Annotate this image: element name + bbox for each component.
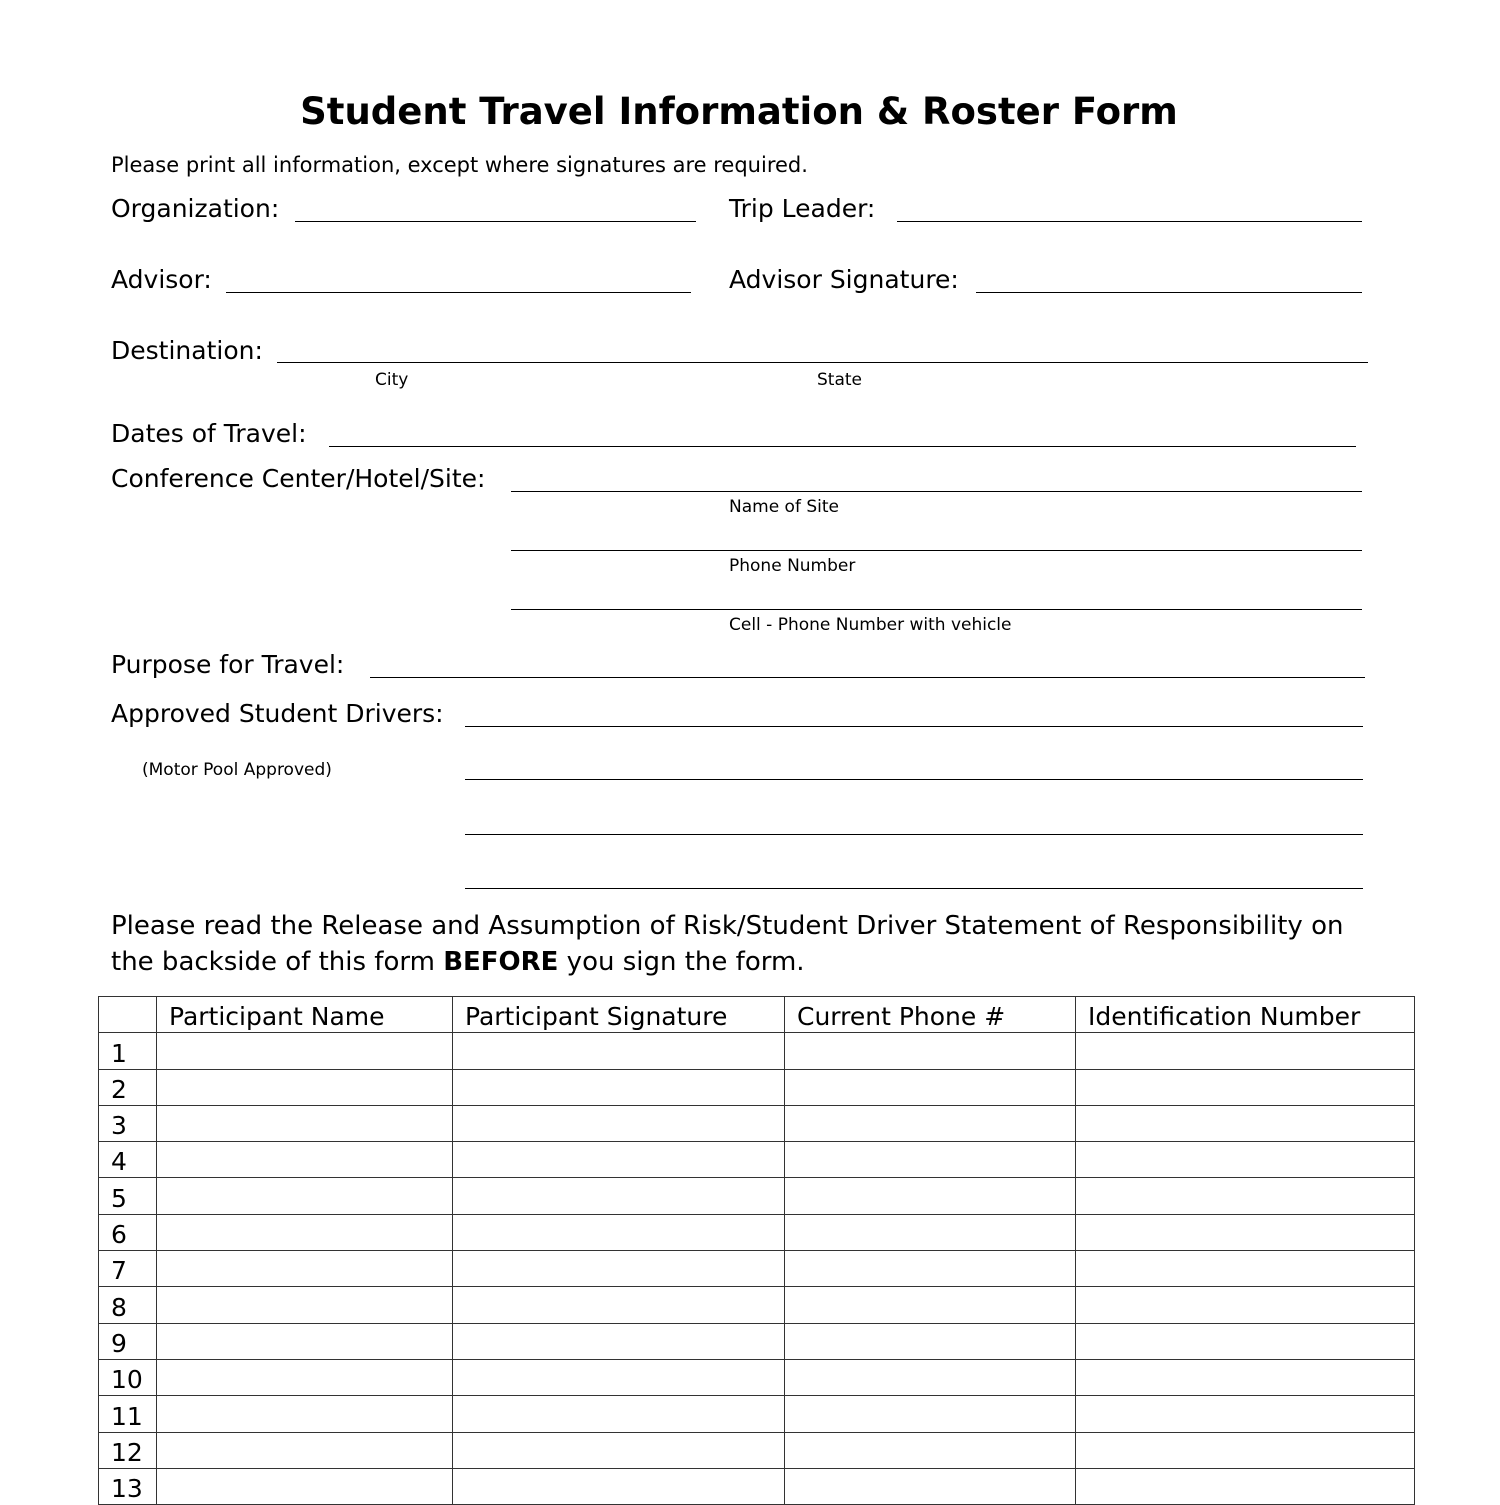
participant-signature-cell[interactable]: [453, 1323, 785, 1359]
row-number: 12: [99, 1432, 157, 1468]
city-caption: City: [375, 370, 409, 390]
row-number: 3: [99, 1105, 157, 1141]
form-title: Student Travel Information & Roster Form: [300, 90, 1178, 133]
advisor-field[interactable]: [226, 292, 691, 293]
id-number-cell[interactable]: [1076, 1069, 1415, 1105]
participant-signature-cell[interactable]: [453, 1178, 785, 1214]
row-number: 13: [99, 1468, 157, 1504]
table-row: [99, 1251, 1415, 1287]
organization-field[interactable]: [295, 221, 696, 222]
trip-leader-field[interactable]: [897, 221, 1362, 222]
notice-text: Please read the Release and Assumption of Risk/Student Driver Statement of Responsibility on the backside of this form: [111, 911, 1344, 977]
phone-cell[interactable]: [785, 1432, 1076, 1468]
id-number-cell[interactable]: [1076, 1359, 1415, 1395]
participant-name-cell[interactable]: [157, 1432, 453, 1468]
phone-cell[interactable]: [785, 1396, 1076, 1432]
participant-name-cell[interactable]: [157, 1142, 453, 1178]
table-row: [99, 1033, 1415, 1069]
table-row: [99, 1069, 1415, 1105]
participant-signature-cell[interactable]: [453, 1142, 785, 1178]
phone-cell[interactable]: [785, 1178, 1076, 1214]
participant-signature-cell[interactable]: [453, 1214, 785, 1250]
phone-cell[interactable]: [785, 1214, 1076, 1250]
participant-signature-cell[interactable]: [453, 1359, 785, 1395]
phone-cell[interactable]: [785, 1287, 1076, 1323]
participant-signature-cell[interactable]: [453, 1105, 785, 1141]
row-number: 4: [99, 1142, 157, 1178]
phone-cell[interactable]: [785, 1323, 1076, 1359]
site-name-caption: Name of Site: [729, 497, 839, 517]
dates-label: Dates of Travel:: [111, 419, 307, 448]
state-caption: State: [817, 370, 862, 390]
destination-label: Destination:: [111, 336, 263, 365]
phone-cell[interactable]: [785, 1069, 1076, 1105]
id-number-cell[interactable]: [1076, 1432, 1415, 1468]
column-header: Identification Number: [1076, 997, 1415, 1033]
advisor-label: Advisor:: [111, 265, 212, 294]
instructions: Please print all information, except where signatures are required.: [111, 153, 808, 177]
notice-text-end: you sign the form.: [558, 947, 805, 977]
participant-signature-cell[interactable]: [453, 1432, 785, 1468]
id-number-cell[interactable]: [1076, 1468, 1415, 1504]
advisor-signature-field[interactable]: [976, 292, 1362, 293]
roster-header: [99, 997, 1415, 1033]
row-number: 2: [99, 1069, 157, 1105]
purpose-label: Purpose for Travel:: [111, 650, 345, 679]
phone-cell[interactable]: [785, 1105, 1076, 1141]
participant-signature-cell[interactable]: [453, 1251, 785, 1287]
driver-field-2[interactable]: [465, 779, 1363, 780]
id-number-cell[interactable]: [1076, 1033, 1415, 1069]
table-row: [99, 1214, 1415, 1250]
id-number-cell[interactable]: [1076, 1323, 1415, 1359]
site-label: Conference Center/Hotel/Site:: [111, 464, 486, 493]
drivers-note: (Motor Pool Approved): [142, 760, 332, 780]
id-number-cell[interactable]: [1076, 1287, 1415, 1323]
participant-name-cell[interactable]: [157, 1323, 453, 1359]
participant-signature-cell[interactable]: [453, 1033, 785, 1069]
roster-table: [98, 996, 1415, 1505]
site-phone-field[interactable]: [511, 550, 1362, 551]
site-cell-field[interactable]: [511, 609, 1362, 610]
driver-field-4[interactable]: [465, 888, 1363, 889]
participant-signature-cell[interactable]: [453, 1396, 785, 1432]
row-number: 9: [99, 1323, 157, 1359]
id-number-cell[interactable]: [1076, 1142, 1415, 1178]
participant-name-cell[interactable]: [157, 1178, 453, 1214]
table-row: [99, 1468, 1415, 1504]
participant-signature-cell[interactable]: [453, 1287, 785, 1323]
table-row: [99, 1142, 1415, 1178]
phone-cell[interactable]: [785, 1142, 1076, 1178]
row-number: 10: [99, 1359, 157, 1395]
row-number: 8: [99, 1287, 157, 1323]
column-header: Participant Name: [157, 997, 453, 1033]
id-number-cell[interactable]: [1076, 1105, 1415, 1141]
site-name-field[interactable]: [511, 491, 1362, 492]
phone-cell[interactable]: [785, 1468, 1076, 1504]
table-row: [99, 1432, 1415, 1468]
site-phone-caption: Phone Number: [729, 556, 856, 576]
table-row: [99, 1323, 1415, 1359]
row-number: 6: [99, 1214, 157, 1250]
participant-name-cell[interactable]: [157, 1069, 453, 1105]
driver-field-1[interactable]: [465, 726, 1363, 727]
participant-name-cell[interactable]: [157, 1396, 453, 1432]
row-number: 1: [99, 1033, 157, 1069]
participant-signature-cell[interactable]: [453, 1069, 785, 1105]
participant-name-cell[interactable]: [157, 1214, 453, 1250]
table-row: [99, 1359, 1415, 1395]
table-row: [99, 1178, 1415, 1214]
row-number: 5: [99, 1178, 157, 1214]
dates-field[interactable]: [329, 446, 1356, 447]
notice-emphasis: BEFORE: [443, 947, 559, 977]
participant-name-cell[interactable]: [157, 1033, 453, 1069]
participant-name-cell[interactable]: [157, 1468, 453, 1504]
release-notice: [111, 908, 1371, 980]
organization-label: Organization:: [111, 194, 280, 223]
phone-cell[interactable]: [785, 1033, 1076, 1069]
table-row: [99, 1396, 1415, 1432]
phone-cell[interactable]: [785, 1251, 1076, 1287]
id-number-cell[interactable]: [1076, 1251, 1415, 1287]
driver-field-3[interactable]: [465, 834, 1363, 835]
row-number: 7: [99, 1251, 157, 1287]
participant-name-cell[interactable]: [157, 1287, 453, 1323]
column-header: [99, 997, 157, 1033]
destination-field[interactable]: [277, 362, 1368, 363]
table-row: [99, 1105, 1415, 1141]
id-number-cell[interactable]: [1076, 1396, 1415, 1432]
id-number-cell[interactable]: [1076, 1214, 1415, 1250]
participant-name-cell[interactable]: [157, 1359, 453, 1395]
phone-cell[interactable]: [785, 1359, 1076, 1395]
site-cell-caption: Cell - Phone Number with vehicle: [729, 615, 1012, 635]
participant-name-cell[interactable]: [157, 1251, 453, 1287]
column-header: Participant Signature: [453, 997, 785, 1033]
drivers-label: Approved Student Drivers:: [111, 699, 444, 728]
advisor-signature-label: Advisor Signature:: [729, 265, 959, 294]
table-row: [99, 1287, 1415, 1323]
column-header: Current Phone #: [785, 997, 1076, 1033]
participant-signature-cell[interactable]: [453, 1468, 785, 1504]
participant-name-cell[interactable]: [157, 1105, 453, 1141]
row-number: 11: [99, 1396, 157, 1432]
trip-leader-label: Trip Leader:: [729, 194, 876, 223]
purpose-field[interactable]: [370, 677, 1365, 678]
id-number-cell[interactable]: [1076, 1178, 1415, 1214]
